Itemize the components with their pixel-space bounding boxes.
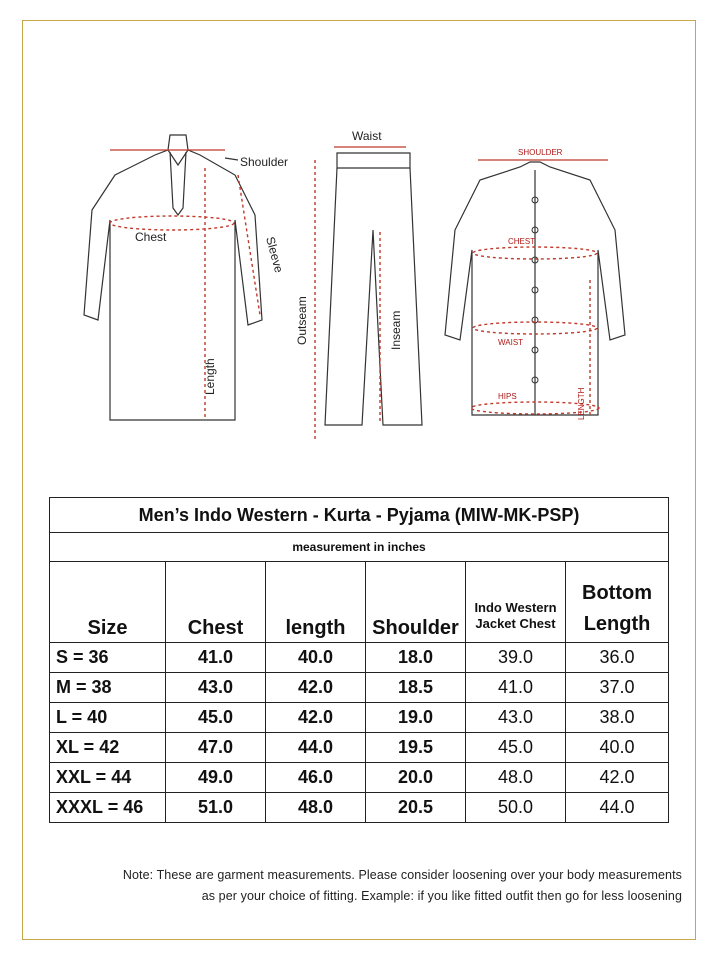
jacket-shoulder-label: SHOULDER <box>518 148 563 157</box>
chest-cell: 47.0 <box>166 733 266 763</box>
garment-diagram <box>70 120 650 450</box>
length-cell: 48.0 <box>266 793 366 823</box>
jacket-chest-cell: 50.0 <box>466 793 566 823</box>
jacket-illustration <box>445 148 625 420</box>
jacket-chest-cell: 39.0 <box>466 643 566 673</box>
chest-cell: 45.0 <box>166 703 266 733</box>
measurement-illustration <box>70 120 650 450</box>
pyjama-inseam-label: Inseam <box>389 310 403 350</box>
table-row <box>50 673 669 703</box>
table-row <box>50 763 669 793</box>
size-cell: M = 38 <box>50 673 166 703</box>
shoulder-cell: 19.5 <box>366 733 466 763</box>
table-header-row <box>50 562 669 643</box>
kurta-shoulder-label: Shoulder <box>240 155 289 169</box>
length-cell: 42.0 <box>266 673 366 703</box>
table-subtitle: measurement in inches <box>50 533 669 562</box>
size-cell: XXL = 44 <box>50 763 166 793</box>
size-cell: S = 36 <box>50 643 166 673</box>
bottom-length-cell: 36.0 <box>566 643 669 673</box>
chest-cell: 49.0 <box>166 763 266 793</box>
jacket-chest-label: CHEST <box>508 237 536 246</box>
size-cell: L = 40 <box>50 703 166 733</box>
table-row <box>50 703 669 733</box>
chest-cell: 41.0 <box>166 643 266 673</box>
length-cell: 46.0 <box>266 763 366 793</box>
header-bottom-line2: Length <box>583 613 651 635</box>
jacket-chest-cell: 45.0 <box>466 733 566 763</box>
header-jacket-chest <box>466 562 566 643</box>
jacket-length-label: LENGTH <box>577 387 586 420</box>
header-shoulder: Shoulder <box>366 562 466 643</box>
shoulder-cell: 19.0 <box>366 703 466 733</box>
pyjama-outseam-label: Outseam <box>295 296 309 345</box>
chest-cell: 51.0 <box>166 793 266 823</box>
kurta-sleeve-label: Sleeve <box>263 235 287 275</box>
shoulder-cell: 20.0 <box>366 763 466 793</box>
bottom-length-cell: 38.0 <box>566 703 669 733</box>
fitting-note <box>28 865 682 907</box>
bottom-length-cell: 42.0 <box>566 763 669 793</box>
shoulder-cell: 20.5 <box>366 793 466 823</box>
table-title: Men’s Indo Western - Kurta - Pyjama (MIW-MK-PSP) <box>50 498 669 533</box>
pyjama-waist-label: Waist <box>352 129 382 143</box>
bottom-length-cell: 37.0 <box>566 673 669 703</box>
note-line-2: as per your choice of fitting. Example: if you like fitted outfit then go for less loosening <box>201 889 682 903</box>
header-bottom-line1: Bottom <box>582 582 652 604</box>
jacket-chest-cell: 43.0 <box>466 703 566 733</box>
jacket-chest-cell: 41.0 <box>466 673 566 703</box>
bottom-length-cell: 44.0 <box>566 793 669 823</box>
header-jacket-line2: Jacket Chest <box>475 616 556 631</box>
length-cell: 44.0 <box>266 733 366 763</box>
header-jacket-line1: Indo Western <box>474 600 557 615</box>
shoulder-cell: 18.5 <box>366 673 466 703</box>
table-row <box>50 643 669 673</box>
jacket-waist-label: WAIST <box>498 338 524 347</box>
chest-cell: 43.0 <box>166 673 266 703</box>
header-size: Size <box>50 562 166 643</box>
length-cell: 42.0 <box>266 703 366 733</box>
header-length: length <box>266 562 366 643</box>
kurta-chest-label: Chest <box>135 230 167 244</box>
table-row <box>50 733 669 763</box>
bottom-length-cell: 40.0 <box>566 733 669 763</box>
shoulder-cell: 18.0 <box>366 643 466 673</box>
note-line-1: Note: These are garment measurements. Please consider loosening over your body measurements <box>122 868 682 882</box>
pyjama-illustration <box>295 129 422 440</box>
kurta-illustration <box>84 135 288 420</box>
kurta-length-label: Length <box>203 358 217 395</box>
length-cell: 40.0 <box>266 643 366 673</box>
size-cell: XXXL = 46 <box>50 793 166 823</box>
size-cell: XL = 42 <box>50 733 166 763</box>
size-chart-table <box>49 497 669 823</box>
jacket-hips-label: HIPS <box>498 392 517 401</box>
header-chest: Chest <box>166 562 266 643</box>
header-bottom-length <box>566 562 669 643</box>
jacket-chest-cell: 48.0 <box>466 763 566 793</box>
table-row <box>50 793 669 823</box>
